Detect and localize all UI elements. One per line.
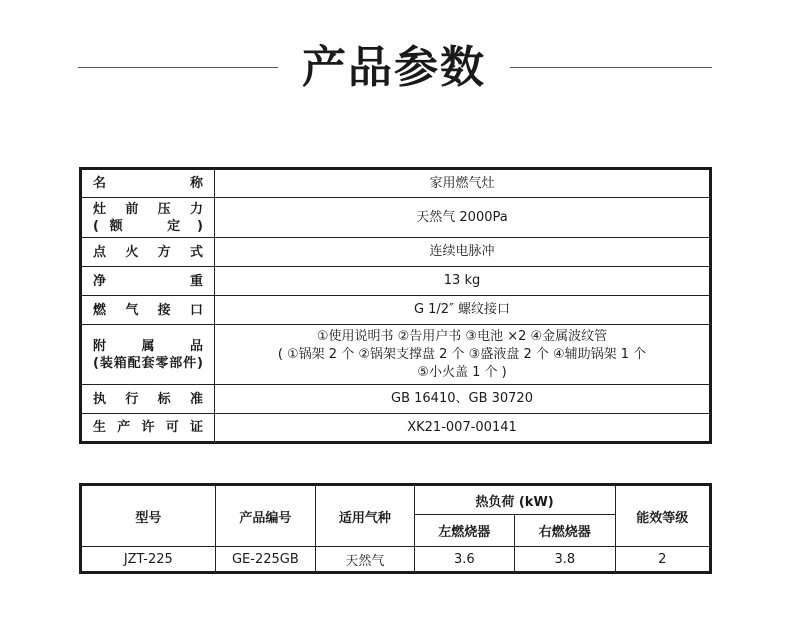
accessories-line-2: ( ①锅架 2 个 ②锅架支撑盘 2 个 ③盛液盘 2 个 ④辅助锅架 1 个 bbox=[277, 346, 647, 362]
header-gas-type: 适用气种 bbox=[316, 485, 414, 547]
cell-left-burner: 3.6 bbox=[414, 547, 514, 573]
spec-row-ignition bbox=[81, 238, 711, 267]
model-table bbox=[79, 483, 712, 574]
spec-value-license: XK21-007-00141 bbox=[215, 414, 711, 443]
spec-row-weight bbox=[81, 267, 711, 296]
spec-value-name: 家用燃气灶 bbox=[215, 169, 711, 198]
spec-row-pressure bbox=[81, 198, 711, 238]
spec-value-pressure: 天然气 2000Pa bbox=[215, 198, 711, 238]
header-efficiency: 能效等级 bbox=[615, 485, 710, 547]
spec-label-pressure: 灶 前 压 力 ( 额 定 ) bbox=[81, 198, 215, 238]
spec-label-license: 生 产 许 可 证 bbox=[81, 414, 215, 443]
spec-label-ignition: 点 火 方 式 bbox=[81, 238, 215, 267]
header-heat-load: 热负荷 (kW) bbox=[414, 485, 615, 515]
cell-gas-type: 天然气 bbox=[316, 547, 414, 573]
spec-row-name bbox=[81, 169, 711, 198]
spec-value-standard: GB 16410、GB 30720 bbox=[215, 385, 711, 414]
spec-row-gas-connector bbox=[81, 296, 711, 325]
title-section bbox=[0, 36, 790, 100]
model-data-row bbox=[81, 547, 711, 573]
spec-value-accessories bbox=[215, 325, 711, 385]
spec-value-gas-connector: G 1/2″ 螺纹接口 bbox=[215, 296, 711, 325]
page-title: 产品参数 bbox=[302, 42, 486, 93]
accessories-line-1: ①使用说明书 ②告用户书 ③电池 ×2 ④金属波纹管 bbox=[316, 328, 608, 344]
header-left-burner: 左燃烧器 bbox=[414, 515, 514, 547]
spec-label-accessories: 附 属 品 (装箱配套零部件) bbox=[81, 325, 215, 385]
spec-row-accessories bbox=[81, 325, 711, 385]
accessories-line-3: ⑤小火盖 1 个 ) bbox=[417, 364, 507, 380]
spec-table bbox=[79, 167, 712, 444]
spec-value-weight: 13 kg bbox=[215, 267, 711, 296]
spec-row-license bbox=[81, 414, 711, 443]
header-right-burner: 右燃烧器 bbox=[515, 515, 615, 547]
spec-value-ignition: 连续电脉冲 bbox=[215, 238, 711, 267]
spec-row-standard bbox=[81, 385, 711, 414]
spec-label-name: 名 称 bbox=[81, 169, 215, 198]
spec-label-gas-connector: 燃 气 接 口 bbox=[81, 296, 215, 325]
header-model: 型号 bbox=[81, 485, 216, 547]
cell-model: JZT-225 bbox=[81, 547, 216, 573]
spec-label-weight: 净 重 bbox=[81, 267, 215, 296]
header-product-code: 产品编号 bbox=[215, 485, 315, 547]
cell-efficiency: 2 bbox=[615, 547, 710, 573]
title-divider-right bbox=[510, 67, 712, 68]
model-header-row-1 bbox=[81, 485, 711, 515]
cell-right-burner: 3.8 bbox=[515, 547, 615, 573]
cell-product-code: GE-225GB bbox=[215, 547, 315, 573]
title-divider-left bbox=[78, 67, 278, 68]
spec-label-standard: 执 行 标 准 bbox=[81, 385, 215, 414]
